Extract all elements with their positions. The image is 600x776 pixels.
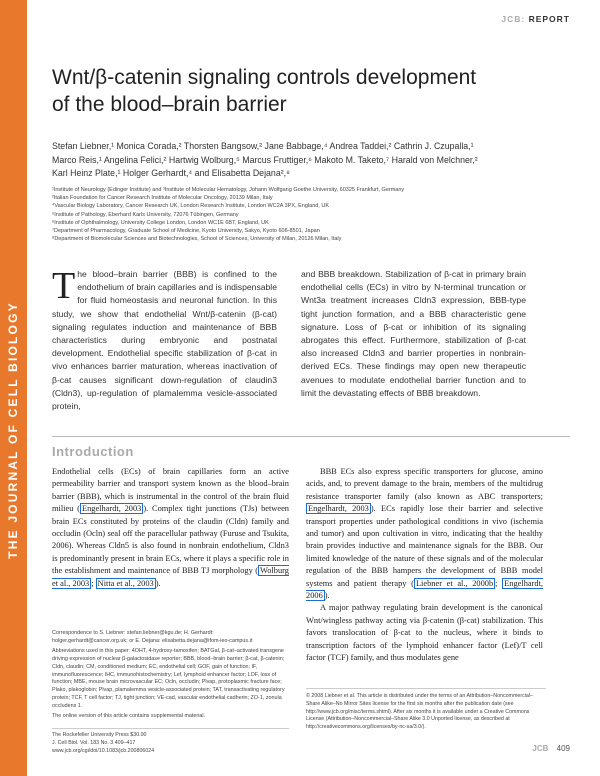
author-line: Karl Heinz Plate,¹ Holger Gerhardt,⁴ and Elisabetta Dejana²,⁸ [52, 168, 290, 178]
article-title: Wnt/β-catenin signaling controls development of the blood–brain barrier [52, 66, 477, 116]
copyright-text: © 2008 Liebner et al. This article is distributed under the terms of an Attribution–Noncommercial–Share Alike–No Mirror Sites license for the first six months after the publication date (see http://www.jcb.org/misc/terms.shtml). After six months it is available under a Creative Commons License (Attribution–Noncommercial–Share Alike 3.0 Unported license, as described at http://creativecommons.org/licenses/by-nc-sa/3.0/). [306, 693, 533, 731]
page-number: 409 [556, 744, 570, 753]
journal-sidebar-title: THE JOURNAL OF CELL BIOLOGY [6, 301, 20, 559]
intro-paragraph: BBB ECs also express specific transporters for glucose, amino acids, and, to prevent damage to the brain, members of the multidrug resistance transporter family (also known as ABC transporters; Engelhardt, 2003 ). ECs rapidly lose their barrier and selective transport properties under pathological conditions in vivo (ischemia and tumor) and upon cultivation in vitro, indicating that the healthy brain provides inductive and maintenance signals for the BBB. Our limited knowledge of the nature of these signals and of the molecular regulation of the BBB hampers the development of BBB model systems and patient therapy ( Liebner et al., 2000b ; Engelhardt, 2006 ). [306, 467, 543, 601]
affiliation: ¹Institute of Neurology (Edinger Institute) and ³Institute of Molecular Hematology, Johann Wolfgang Goethe University, 60325 Frankfurt, Germany [52, 187, 405, 193]
intro-right-column [306, 466, 543, 665]
citation-link[interactable]: Engelhardt, 2003 [308, 504, 369, 514]
publisher-info [52, 728, 289, 755]
footer-journal-abbrev: JCB [532, 744, 549, 753]
affiliation: ²Italian Foundation for Cancer Research Institute of Molecular Oncology, 20139 Milan, Italy [52, 195, 273, 202]
correspondence-note: Correspondence to S. Liebner: stefan.liebner@kgu.de; H. Gerhardt: holger.gerhardt@cancer.org.uk; or E. Dejana: elisabetta.dejana@ifom-ieo-campus.it [52, 630, 253, 644]
footnotes [52, 630, 289, 723]
section-divider [52, 436, 570, 437]
supplemental-note: The online version of this article contains supplemental material. [52, 713, 206, 720]
introduction-heading: Introduction [52, 444, 134, 459]
intro-left-column: Endothelial cells (ECs) of brain capillaries form an active permeability barrier and transport system known as the blood–brain barrier (BBB), which is instrumental in the control of the brain fluid milieu ( Engelhardt, 2003 ). Complex tight junctions (TJs) between brain ECs constituted by proteins of the claudin (Cldn) family and occludin (Ocln) seal off the paracellular pathway (Furuse and Tsukita, 2006). Whereas Cldn5 is also found in nonbrain endothelium, Cldn3 is predominantly present in brain ECs, where it plays a specific role in the establishment and maintenance of BBB TJ morphology ( Wolburg et al., 2003 ; Nitta et al., 2003 ). [52, 467, 289, 588]
abbreviations-note: Abbreviations used in this paper: 4OHT, 4-hydroxy-tamoxifen; BATGal, β-cat–activated transgene driving expression of nuclear β-galactosidase reporter; BBB, blood–brain barrier; β-cat, β-catenin; Cldn, claudin; CM, conditioned medium; EC, endothelial cell; GOF, gain of function; IF, immunofluorescence; IHC, immunohistochemistry; Lef, lymphoid enhancer factor; LOF, loss of function; MBE, mouse brain microvascular EC; Ocln, occludin; Plvap, protoplasmic fracture face; Plako, plakoglobin; Plvap, plamalemma vesicle-associated protein; TAT, transactivating regulatory protein; TCF, T cell factor; TJ, tight junction; VE-cad, vascular endothelial cadherin; ZO-1, zonula occludens 1. [52, 647, 285, 710]
intro-paragraph: A major pathway regulating brain development is the canonical Wnt/wingless pathway acting via β-catenin (β-cat) stabilization. This favors translocation of β-cat to the nucleus, where it binds to transcription factors of the lymphoid enhancer factor (Lef)/T cell factor (TCF) family, and thus modulates gene [306, 603, 543, 663]
header-section-label: REPORT [528, 14, 570, 24]
copyright-block [306, 688, 546, 732]
doi-line: www.jcb.org/cgi/doi/10.1083/jcb.200806024 [52, 747, 155, 754]
affiliation-list [52, 186, 552, 243]
page-footer [532, 744, 570, 753]
citation-link[interactable]: Engelhardt, 2003 [81, 504, 142, 514]
author-line: Marco Reis,¹ Angelina Felici,² Hartwig Wolburg,⁵ Marcus Fruttiger,⁶ Makoto M. Taketo,⁷ Harald von Melchner,² [52, 154, 478, 165]
abstract-text-left: he blood–brain barrier (BBB) is confined to the endothelium of brain capillaries and is indispensable for fluid homeostasis and neuronal function. In this study, we show that endothelial Wnt/β-catenin (β-cat) signaling regulates induction and maintenance of BBB characteristics during embryonic and postnatal development. Endothelial specific stabilization of β-cat in vivo enhances barrier maturation, whereas inactivation of β-cat causes significant down-regulation of claudin3 (Cldn3), up-regulation of plamalemma vesicle-associated protein, [52, 269, 277, 412]
copyright-divider [306, 688, 546, 689]
affiliation: ⁷Department of Pharmacology, Graduate School of Medicine, Kyoto University, Sakyo, Kyoto 606-8501, Japan [52, 228, 320, 235]
publisher-divider [52, 728, 289, 729]
citation-link[interactable]: Liebner et al., 2000b [415, 578, 494, 588]
citation-link[interactable]: Wolburg et al., 2003 [52, 566, 289, 588]
section-header [501, 14, 570, 24]
affiliation: ⁸Department of Biomolecular Sciences and Biotechnologies, School of Sciences, University of Milan, 20126 Milan, Italy [52, 236, 342, 243]
journal-sidebar [0, 0, 27, 776]
publisher-line: The Rockefeller University Press $30.00 [52, 732, 147, 738]
abstract-left [52, 265, 277, 413]
citation-link[interactable]: Engelhardt, 2006 [306, 578, 543, 601]
affiliation: ⁵Institute of Pathology, Eberhard Karls University, 72076 Tübingen, Germany [52, 211, 239, 218]
citation-link[interactable]: Nitta et al., 2003 [97, 578, 154, 588]
abstract-right: and BBB breakdown. Stabilization of β-cat in primary brain endothelial cells (ECs) in vitro by N-terminal truncation or Wnt3a treatment increases Cldn3 expression, BBB-type tight junction formation, and a BBB characteristic gene signature. Loss of β-cat or inhibition of its signaling abrogates this effect. Furthermore, stabilization of β-cat also increased Cldn3 and barrier properties in nonbrain-derived ECs. These findings may open new therapeutic avenues to modulate endothelial barrier function and to limit the devastating effects of BBB breakdown. [301, 269, 526, 398]
affiliation: ⁴Vascular Biology Laboratory, Cancer Research UK, London Research Institute, London WC2A 3PX, England, UK [52, 203, 330, 210]
author-list [52, 140, 522, 181]
header-journal-abbrev: JCB: [501, 14, 526, 24]
affiliation: ⁶Institute of Ophthalmology, University College London, London WC1E 6BT, England, UK [52, 219, 269, 226]
citation-line: J. Cell Biol. Vol. 183 No. 3 409–417 [52, 739, 136, 746]
author-line: Stefan Liebner,¹ Monica Corada,² Thorsten Bangsow,² Jane Babbage,⁴ Andrea Taddei,² Cathrin J. Czupalla,¹ [52, 141, 474, 151]
abstract-dropcap: T [52, 265, 76, 307]
